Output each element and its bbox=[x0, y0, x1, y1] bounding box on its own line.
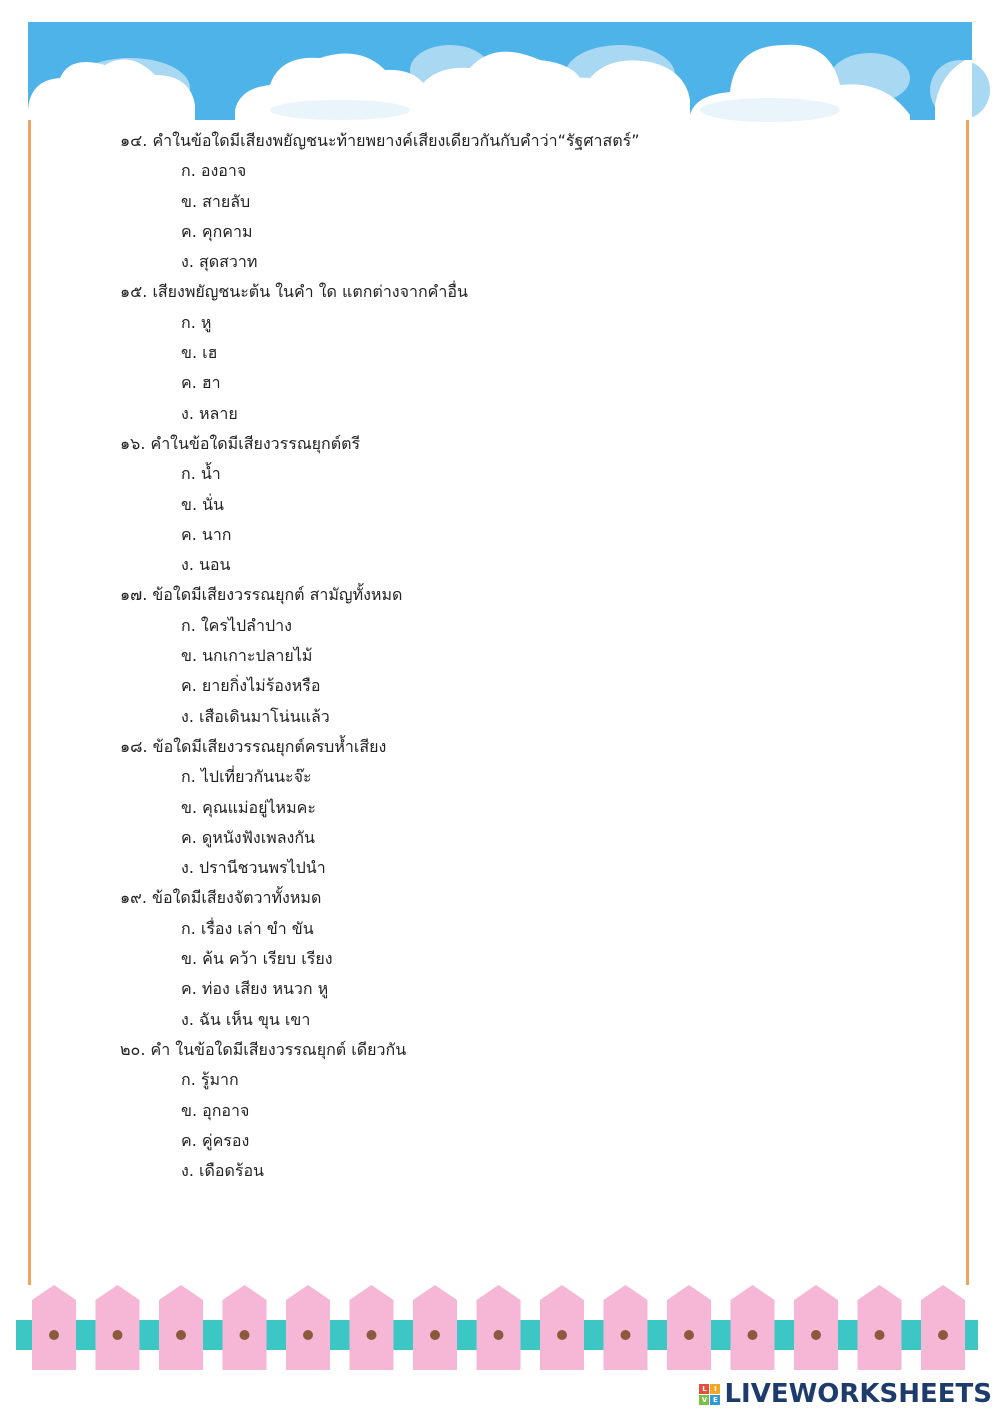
question-text: ๑๙. ข้อใดมีเสียงจัตวาทั้งหมด bbox=[120, 888, 322, 908]
fence-picket bbox=[921, 1285, 965, 1370]
choice-option: ค. นาก bbox=[181, 524, 232, 544]
choice-option: ข. ค้น คว้า เรียบ เรียง bbox=[181, 949, 333, 969]
question-block bbox=[120, 883, 940, 1034]
choice-option: ก. รู้มาก bbox=[181, 1070, 239, 1090]
question-list bbox=[120, 126, 940, 1186]
fence-picket bbox=[731, 1285, 775, 1370]
brand-logo-letter: E bbox=[710, 1395, 720, 1405]
question-text: ๒๐. คำ ในข้อใดมีเสียงวรรณยุกต์ เดียวกัน bbox=[120, 1039, 407, 1059]
brand-logo-letter: L bbox=[699, 1384, 709, 1394]
choice-option: ง. ฉัน เห็น ขุน เขา bbox=[181, 1009, 311, 1029]
fence-nail bbox=[811, 1330, 821, 1340]
liveworksheets-brand bbox=[699, 1377, 992, 1411]
frame-right-line bbox=[966, 120, 969, 1285]
question-block bbox=[120, 732, 940, 883]
question-block bbox=[120, 126, 940, 277]
question-block bbox=[120, 429, 940, 580]
choice-option: ก. น้ำ bbox=[181, 464, 221, 484]
choice-option: ก. เรื่อง เล่า ขำ ขัน bbox=[181, 918, 314, 938]
fence-nail bbox=[113, 1330, 123, 1340]
fence-nail bbox=[367, 1330, 377, 1340]
fence-picket bbox=[667, 1285, 711, 1370]
fence-picket bbox=[159, 1285, 203, 1370]
choice-option: ค. ท่อง เสียง หนวก หู bbox=[181, 979, 329, 999]
choice-option: ข. นั่น bbox=[181, 494, 224, 514]
fence-nail bbox=[684, 1330, 694, 1340]
choice-option: ข. เฮ bbox=[181, 343, 218, 363]
choice-option: ค. ฮา bbox=[181, 373, 221, 393]
brand-name: LIVEWORKSHEETS bbox=[724, 1379, 992, 1409]
choice-option: ค. คู่ครอง bbox=[181, 1130, 250, 1150]
question-text: ๑๔. คำในข้อใดมีเสียงพยัญชนะท้ายพยางค์เสียงเดียวกันกับคำว่า“รัฐศาสตร์” bbox=[120, 131, 640, 150]
sky-banner bbox=[0, 0, 1000, 140]
brand-logo-letter: V bbox=[699, 1395, 709, 1405]
fence-nail bbox=[240, 1330, 250, 1340]
fence-picket bbox=[32, 1285, 76, 1370]
choice-option: ง. นอน bbox=[181, 555, 231, 575]
fence-picket bbox=[794, 1285, 838, 1370]
choice-option: ข. คุณแม่อยู่ไหมคะ bbox=[181, 797, 316, 817]
choice-option: ค. คุกคาม bbox=[181, 221, 253, 241]
picket-fence bbox=[0, 1280, 1000, 1375]
brand-logo-icon bbox=[699, 1384, 720, 1405]
fence-picket bbox=[413, 1285, 457, 1370]
fence-picket bbox=[223, 1285, 267, 1370]
fence-picket bbox=[604, 1285, 648, 1370]
choice-option: ก. หู bbox=[181, 312, 212, 332]
choice-option: ข. อุกอาจ bbox=[181, 1100, 250, 1120]
fence-picket bbox=[350, 1285, 394, 1370]
choice-option: ข. นกเกาะปลายไม้ bbox=[181, 646, 313, 666]
fence-nail bbox=[176, 1330, 186, 1340]
fence-picket bbox=[96, 1285, 140, 1370]
question-text: ๑๖. คำในข้อใดมีเสียงวรรณยุกต์ตรี bbox=[120, 433, 361, 453]
choice-option: ง. เดือดร้อน bbox=[181, 1161, 264, 1181]
fence-pickets bbox=[16, 1285, 978, 1370]
question-block bbox=[120, 1035, 940, 1186]
fence-nail bbox=[557, 1330, 567, 1340]
choice-option: ง. สุดสวาท bbox=[181, 252, 258, 272]
question-block bbox=[120, 580, 940, 731]
choice-option: ค. ยายกิ่งไม่ร้องหรือ bbox=[181, 676, 321, 696]
choice-option: ก. ใครไปลำปาง bbox=[181, 615, 292, 635]
fence-nail bbox=[494, 1330, 504, 1340]
choice-option: ก. ไปเที่ยวกันนะจ๊ะ bbox=[181, 767, 312, 787]
fence-picket bbox=[540, 1285, 584, 1370]
fence-picket bbox=[286, 1285, 330, 1370]
fence-nail bbox=[748, 1330, 758, 1340]
frame-left-line bbox=[28, 120, 31, 1285]
fence-nail bbox=[875, 1330, 885, 1340]
fence-picket bbox=[477, 1285, 521, 1370]
fence-nail bbox=[621, 1330, 631, 1340]
question-block bbox=[120, 277, 940, 428]
choice-option: ง. หลาย bbox=[181, 403, 238, 423]
choice-option: ง. เสือเดินมาโน่นแล้ว bbox=[181, 706, 330, 726]
choice-option: ค. ดูหนังฟังเพลงกัน bbox=[181, 827, 315, 847]
fence-nail bbox=[49, 1330, 59, 1340]
fence-nail bbox=[430, 1330, 440, 1340]
question-text: ๑๘. ข้อใดมีเสียงวรรณยุกต์ครบห้ำเสียง bbox=[120, 736, 387, 756]
choice-option: ก. องอาจ bbox=[181, 161, 247, 181]
fence-picket bbox=[858, 1285, 902, 1370]
brand-logo-letter: I bbox=[710, 1384, 720, 1394]
question-text: ๑๗. ข้อใดมีเสียงวรรณยุกต์ สามัญทั้งหมด bbox=[120, 585, 403, 605]
fence-nail bbox=[303, 1330, 313, 1340]
choice-option: ง. ปรานีชวนพรไปนำ bbox=[181, 858, 326, 878]
choice-option: ข. สายลับ bbox=[181, 191, 251, 211]
fence-nail bbox=[938, 1330, 948, 1340]
question-text: ๑๕. เสียงพยัญชนะต้น ในคำ ใด แตกต่างจากคำอื่น bbox=[120, 282, 468, 302]
